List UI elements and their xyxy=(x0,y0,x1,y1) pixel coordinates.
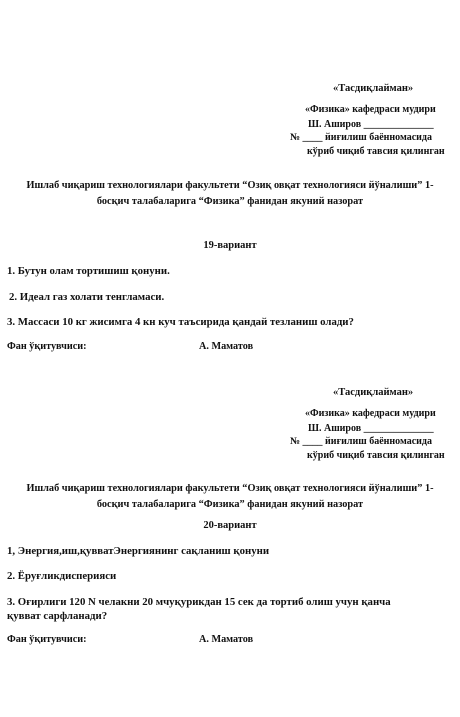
question-2: 2. Ёруғликдисперияси xyxy=(7,570,117,582)
variant-title: 19-вариант xyxy=(203,240,257,251)
approval-recommended: кўриб чиқиб тавсия қилинган xyxy=(307,146,445,157)
question-1: 1. Бутун олам тортишиш қонуни. xyxy=(7,265,170,277)
teacher-label: Фан ўқитувчиси: xyxy=(7,341,87,352)
exam-variant-20 xyxy=(0,358,460,716)
approval-head: Ш. Аширов ______________ xyxy=(308,119,434,130)
approval-title: «Тасдиқлайман» xyxy=(333,387,414,398)
teacher-name: А. Маматов xyxy=(199,634,254,645)
approval-department: «Физика» кафедраси мудири xyxy=(305,408,436,419)
exam-header-line2: босқич талабаларига “Физика” фанидан якуний назорат xyxy=(96,499,364,510)
teacher-label: Фан ўқитувчиси: xyxy=(7,634,87,645)
approval-title: «Тасдиқлайман» xyxy=(333,83,414,94)
approval-protocol: № ____ йиғилиш баённомасида xyxy=(290,132,432,143)
approval-recommended: кўриб чиқиб тавсия қилинган xyxy=(307,450,445,461)
variant-title: 20-вариант xyxy=(203,520,257,531)
question-2: 2. Идеал газ холати тенгламаси. xyxy=(9,291,165,303)
exam-variant-19 xyxy=(0,0,460,358)
exam-header-line2: босқич талабаларига “Физика” фанидан якуний назорат xyxy=(96,196,364,207)
question-3-line2: қувват сарфланади? xyxy=(7,610,108,622)
question-1: 1, Энергия,иш,қувватЭнергиянинг сақланиш қонуни xyxy=(7,545,270,557)
teacher-name: А. Маматов xyxy=(199,341,254,352)
approval-protocol: № ____ йиғилиш баённомасида xyxy=(290,436,432,447)
approval-head: Ш. Аширов ______________ xyxy=(308,423,434,434)
exam-header-line1: Ишлаб чиқариш технологиялари факультети “Озиқ овқат технологияси йўналиши” 1- xyxy=(26,483,434,494)
question-3-line1: 3. Оғирлиги 120 N челакни 20 мчуқурикдан 15 сек да тортиб олиш учун қанча xyxy=(7,596,391,608)
exam-header-line1: Ишлаб чиқариш технологиялари факультети “Озиқ овқат технологияси йўналиши” 1- xyxy=(26,180,434,191)
question-3: 3. Массаси 10 кг жисимга 4 кн куч таъсирида қандай тезланиш олади? xyxy=(7,316,354,328)
approval-department: «Физика» кафедраси мудири xyxy=(305,104,436,115)
